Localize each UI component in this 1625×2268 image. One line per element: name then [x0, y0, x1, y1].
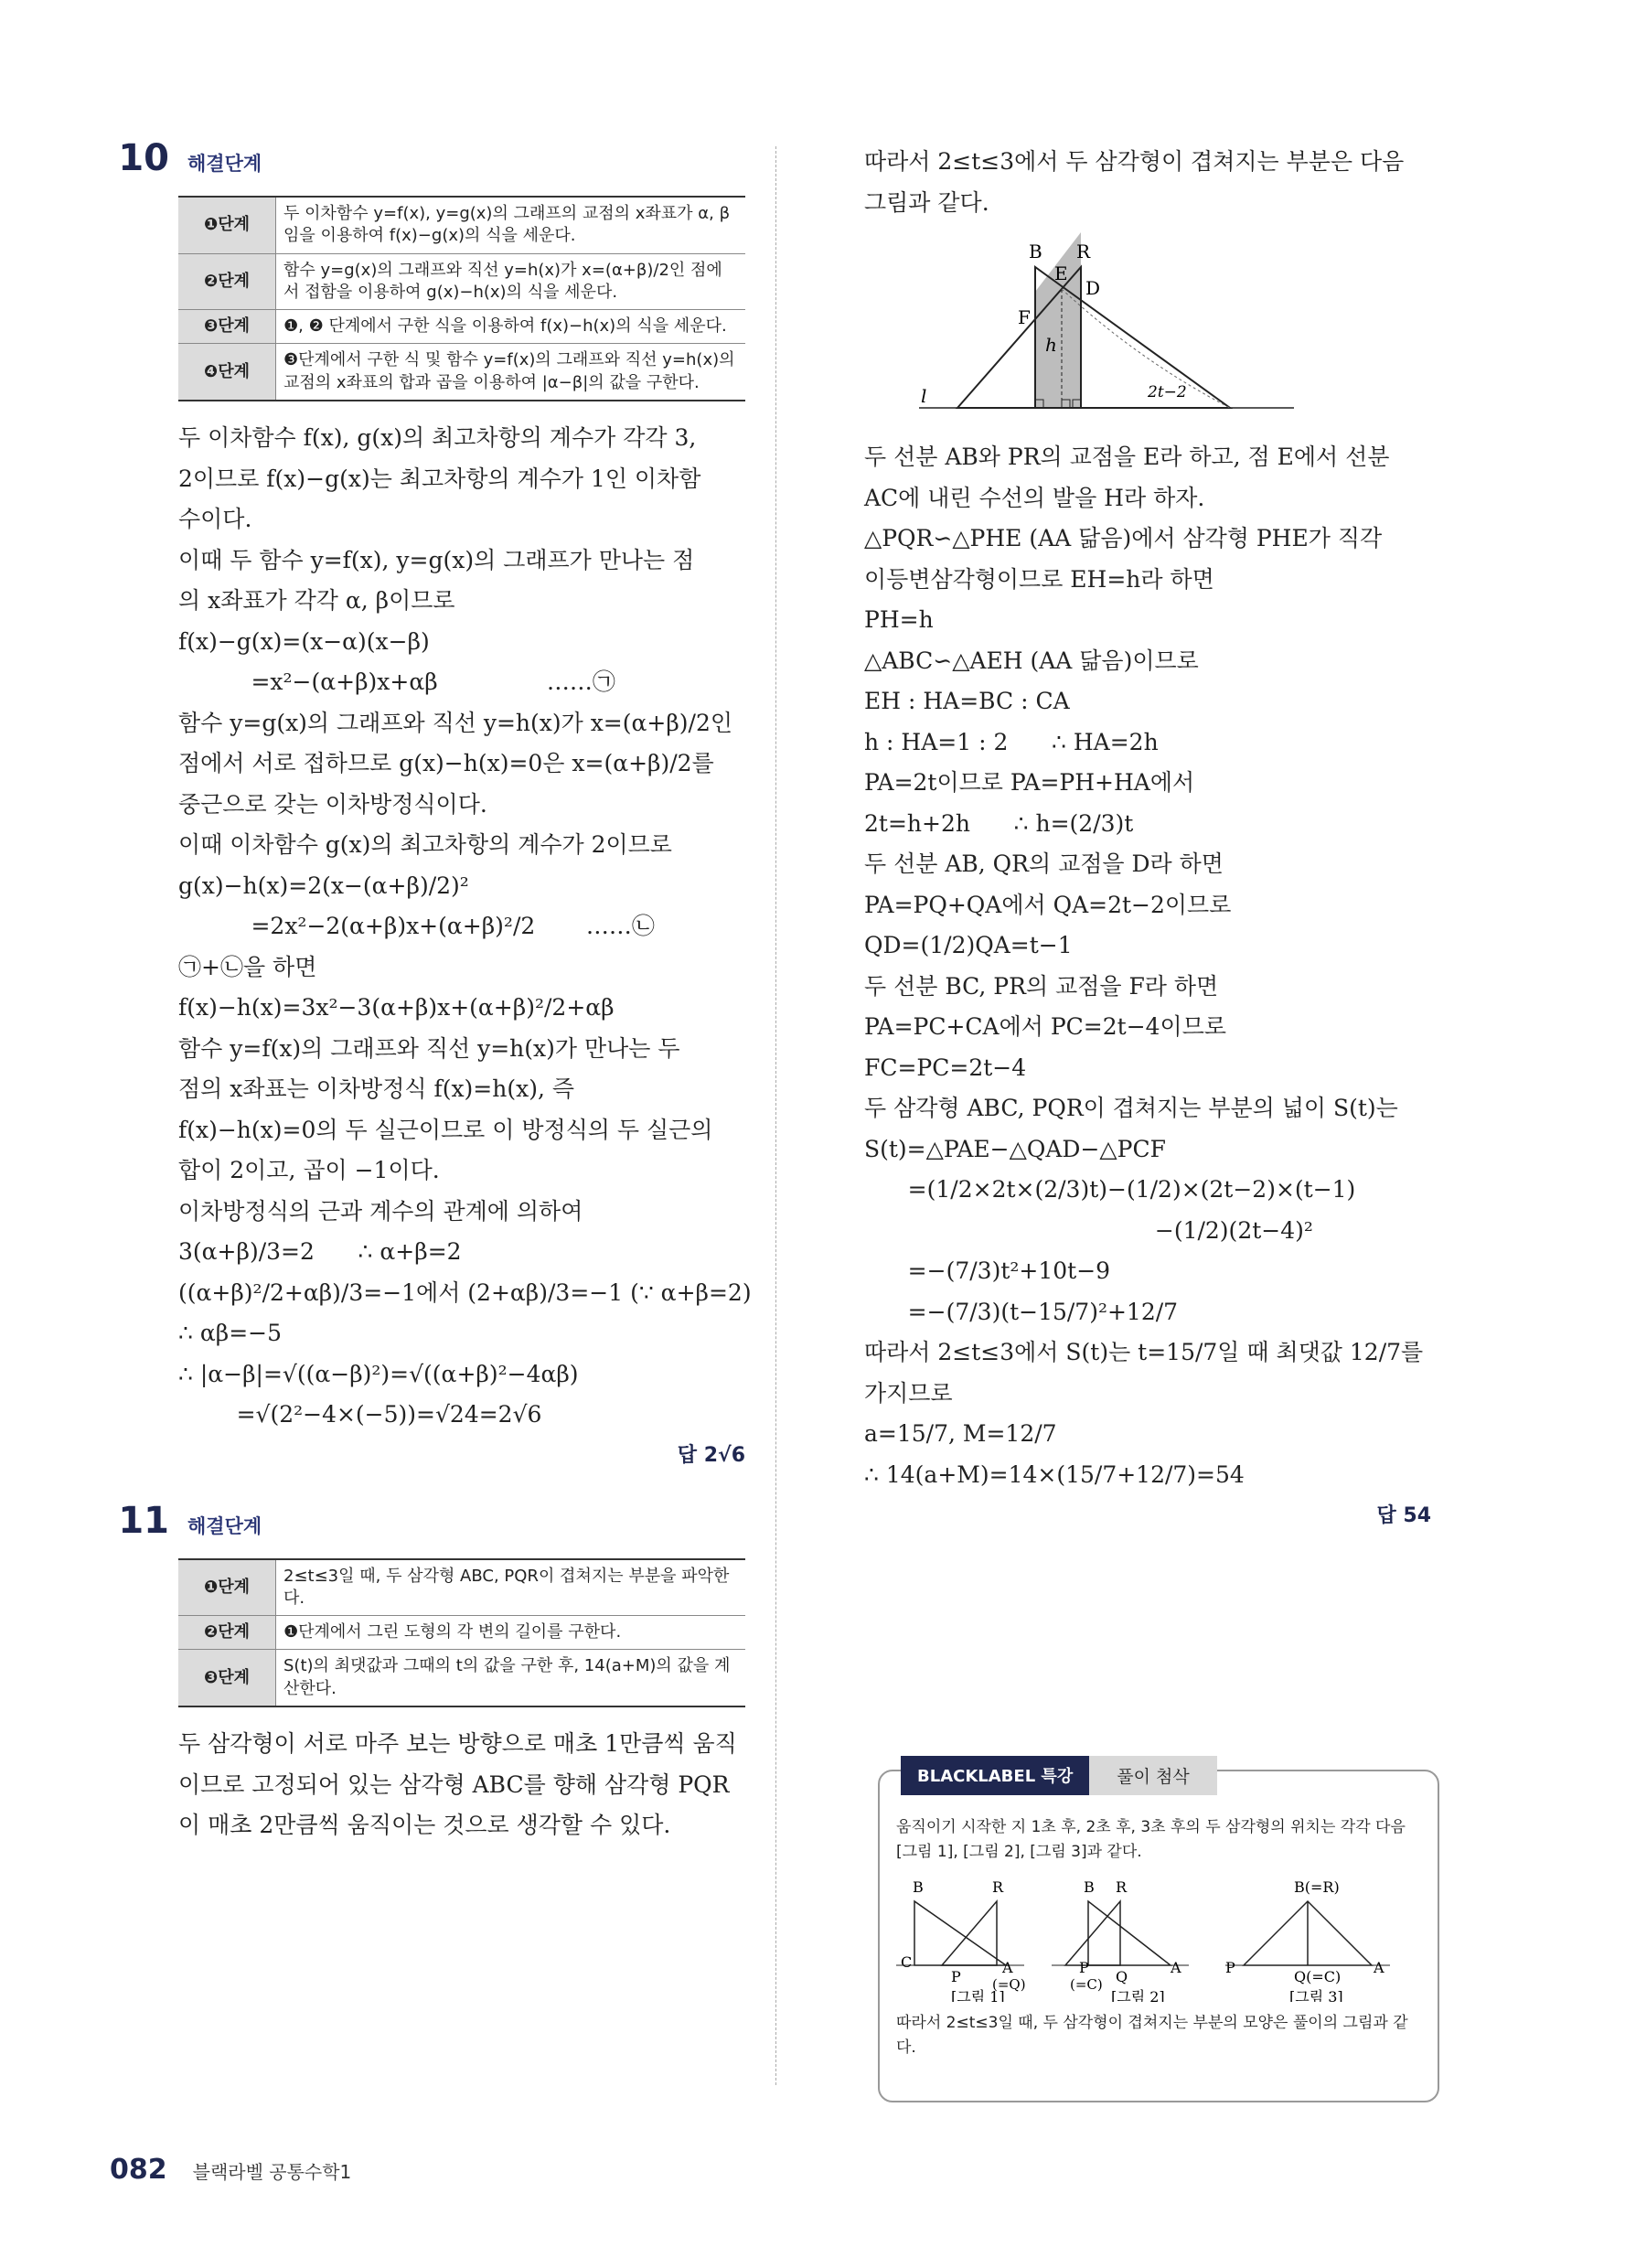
step-text: 두 이차함수 y=f(x), y=g(x)의 그래프의 교점의 x좌표가 α, β임을 이용하여 f(x)−g(x)의 식을 세운다. — [276, 197, 746, 253]
svg-text:R: R — [992, 1878, 1004, 1897]
q10-title: 해결단계 — [187, 153, 262, 175]
right-column — [864, 142, 1431, 1539]
step-label: ❶단계 — [178, 1559, 276, 1616]
svg-text:B: B — [1084, 1878, 1095, 1897]
q11-header — [118, 1499, 745, 1542]
label-c — [1031, 413, 1044, 415]
svg-text:Q: Q — [1116, 1968, 1128, 1986]
text-line: PA=PC+CA에서 PC=2t−4이므로 — [864, 1013, 1227, 1040]
text-line: EH : HA=BC : CA — [864, 688, 1070, 714]
svg-text:[그림 2]: [그림 2] — [1111, 1988, 1165, 2003]
text-line: PH=h — [864, 606, 934, 633]
svg-text:(=C): (=C) — [1070, 1976, 1103, 1994]
svg-text:A: A — [1171, 1959, 1181, 1977]
label-l: l — [921, 385, 927, 407]
step-row — [178, 197, 745, 253]
step-text: ❶, ❷ 단계에서 구한 식을 이용하여 f(x)−h(x)의 식을 세운다. — [276, 310, 746, 344]
step-row — [178, 344, 745, 401]
text-line: 의 x좌표가 각각 α, β이므로 — [178, 587, 455, 615]
text-line: =√(2²−4×(−5))=√24=2√6 — [178, 1401, 542, 1428]
label-q — [1076, 413, 1091, 415]
svg-text:B: B — [913, 1878, 924, 1897]
text-line: AC에 내린 수선의 발을 H라 하자. — [864, 484, 1205, 511]
text-line: 따라서 2≤t≤3에서 S(t)는 t=15/7일 때 최댓값 12/7를 — [864, 1339, 1424, 1365]
blacklabel-figures — [896, 1865, 1417, 2002]
q10-answer-row — [178, 1436, 745, 1468]
text-line: 함수 y=f(x)의 그래프와 직선 y=h(x)가 만나는 두 — [178, 1034, 680, 1062]
page-footer — [110, 2154, 351, 2186]
text-line: 점에서 서로 접하므로 g(x)−h(x)=0은 x=(α+β)/2를 — [178, 750, 714, 777]
overlap-figure — [864, 223, 1431, 415]
text-line: ((α+β)²/2+αβ)/3=−1에서 (2+αβ)/3=−1 (∵ α+β=2) — [178, 1278, 752, 1306]
figure-intro — [864, 142, 1431, 223]
text-line: a=15/7, M=12/7 — [864, 1420, 1057, 1447]
text-line: h : HA=1 : 2 ∴ HA=2h — [864, 728, 1159, 755]
text-line: QD=(1/2)QA=t−1 — [864, 932, 1073, 958]
solution-note-tab: 풀이 첨삭 — [1089, 1756, 1216, 1795]
q11-steps-table — [178, 1558, 745, 1707]
svg-text:R: R — [1116, 1878, 1128, 1897]
q11-answer-row — [864, 1495, 1431, 1527]
text-line: 이므로 고정되어 있는 삼각형 ABC를 향해 삼각형 PQR — [178, 1771, 730, 1798]
text-line: 이등변삼각형이므로 EH=h라 하면 — [864, 565, 1214, 593]
text-line: g(x)−h(x)=2(x−(α+β)/2)² — [178, 872, 469, 899]
svg-text:(=Q): (=Q) — [992, 1976, 1026, 1994]
svg-text:[그림 1]: [그림 1] — [951, 1988, 1005, 2003]
text-line: f(x)−g(x)=(x−α)(x−β) — [178, 627, 430, 655]
text-line: f(x)−h(x)=3x²−3(α+β)x+(α+β)²/2+αβ — [178, 994, 615, 1022]
text-line: S(t)=△PAE−△QAD−△PCF — [864, 1135, 1166, 1162]
q10-header — [118, 137, 745, 179]
svg-text:A: A — [1374, 1959, 1384, 1977]
text-line: 2t=h+2h ∴ h=(2/3)t — [864, 809, 1134, 837]
column-divider — [775, 146, 776, 2085]
step-row — [178, 1559, 745, 1616]
text-line: PA=PQ+QA에서 QA=2t−2이므로 — [864, 891, 1232, 918]
figure-1 — [896, 1878, 1026, 2002]
figure-3 — [1225, 1878, 1390, 2002]
text-line: 가지므로 — [864, 1379, 953, 1407]
q10-steps-table — [178, 196, 745, 401]
text-line: 이때 두 함수 y=f(x), y=g(x)의 그래프가 만나는 점 — [178, 546, 695, 573]
step-row — [178, 310, 745, 344]
figure-2 — [1052, 1878, 1189, 2002]
text-line: =2x²−2(α+β)x+(α+β)²/2 ……㉡ — [178, 913, 655, 940]
step-label: ❹단계 — [178, 344, 276, 401]
blacklabel-text1: 움직이기 시작한 지 1초 후, 2초 후, 3초 후의 두 삼각형의 위치는 각각 다음 [그림 1], [그림 2], [그림 3]과 같다. — [896, 1818, 1406, 1862]
text-line: ∴ 14(a+M)=14×(15/7+12/7)=54 — [864, 1460, 1245, 1488]
step-label: ❸단계 — [178, 310, 276, 344]
text-line: 두 이차함수 f(x), g(x)의 최고차항의 계수가 각각 3, — [178, 424, 697, 452]
q10-solution — [178, 418, 752, 1436]
q11-answer: 답 54 — [1376, 1503, 1431, 1527]
text-line: 점의 x좌표는 이차방정식 f(x)=h(x), 즉 — [178, 1075, 574, 1103]
svg-text:A: A — [1002, 1959, 1013, 1977]
text-line: PA=2t이므로 PA=PH+HA에서 — [864, 769, 1195, 796]
step-text: 2≤t≤3일 때, 두 삼각형 ABC, PQR이 겹쳐지는 부분을 파악한다. — [276, 1559, 746, 1616]
text-line: 3(α+β)/3=2 ∴ α+β=2 — [178, 1238, 462, 1266]
step-label: ❸단계 — [178, 1650, 276, 1706]
text-line: 두 선분 BC, PR의 교점을 F라 하면 — [864, 972, 1219, 1000]
label-b: B — [1029, 241, 1042, 262]
text-line: =(1/2×2t×(2/3)t)−(1/2)×(2t−2)×(t−1) — [864, 1176, 1356, 1203]
q10-number: 10 — [118, 137, 169, 179]
text-line: △ABC∽△AEH (AA 닮음)이므로 — [864, 647, 1199, 674]
text-line: =x²−(α+β)x+αβ ……㉠ — [178, 669, 615, 696]
step-text: ❸단계에서 구한 식 및 함수 y=f(x)의 그래프와 직선 y=h(x)의 교점의 x좌표의 합과 곱을 이용하여 |α−β|의 값을 구한다. — [276, 344, 746, 401]
text-line: 두 선분 AB, QR의 교점을 D라 하면 — [864, 850, 1224, 877]
label-r: R — [1076, 241, 1091, 262]
text-line: f(x)−h(x)=0의 두 실근이므로 이 방정식의 두 실근의 — [178, 1116, 713, 1143]
blacklabel-tabs — [901, 1756, 1217, 1795]
text-line: 중근으로 갖는 이차방정식이다. — [178, 790, 487, 818]
label-h — [1058, 413, 1074, 415]
q11-title: 해결단계 — [187, 1514, 262, 1537]
q10-answer: 답 2√6 — [677, 1444, 745, 1468]
label-e: E — [1054, 262, 1068, 284]
text-line: 두 삼각형이 서로 마주 보는 방향으로 매초 1만큼씩 움직 — [178, 1730, 737, 1758]
text-line: ㉠+㉡을 하면 — [178, 953, 317, 980]
label-h-len: h — [1045, 334, 1057, 356]
label-a — [1231, 413, 1245, 415]
text-line: 이차방정식의 근과 계수의 관계에 의하여 — [178, 1197, 583, 1225]
text-line: 2이므로 f(x)−g(x)는 최고차항의 계수가 1인 이차함 — [178, 465, 701, 492]
q11-solution — [864, 437, 1431, 1495]
text-line: ∴ |α−β|=√((α−β)²)=√((α+β)²−4αβ) — [178, 1360, 579, 1387]
svg-text:[그림 3]: [그림 3] — [1289, 1988, 1343, 2003]
step-row — [178, 253, 745, 310]
text-line: 이 매초 2만큼씩 움직이는 것으로 생각할 수 있다. — [178, 1812, 671, 1839]
svg-text:Q(=C): Q(=C) — [1294, 1968, 1342, 1986]
text-line: −(1/2)(2t−4)² — [864, 1216, 1313, 1244]
step-row — [178, 1650, 745, 1706]
blacklabel-text2: 따라서 2≤t≤3일 때, 두 삼각형이 겹쳐지는 부분의 모양은 풀이의 그림과 같다. — [896, 2013, 1408, 2057]
text-line: 이때 이차함수 g(x)의 최고차항의 계수가 2이므로 — [178, 831, 672, 859]
step-label: ❷단계 — [178, 1616, 276, 1650]
svg-text:B(=R): B(=R) — [1294, 1878, 1340, 1897]
step-row — [178, 1616, 745, 1650]
step-label: ❷단계 — [178, 253, 276, 310]
book-title: 블랙라벨 공통수학1 — [192, 2161, 352, 2183]
step-label: ❶단계 — [178, 197, 276, 253]
text-line: =−(7/3)(t−15/7)²+12/7 — [864, 1298, 1179, 1325]
q11-intro — [178, 1724, 745, 1846]
text-line: =−(7/3)t²+10t−9 — [864, 1257, 1111, 1284]
text-line: 따라서 2≤t≤3에서 두 삼각형이 겹쳐지는 부분은 다음 — [864, 148, 1405, 175]
svg-text:C: C — [901, 1953, 913, 1972]
label-d: D — [1085, 277, 1101, 299]
svg-text:P: P — [951, 1968, 961, 1986]
text-line: 두 삼각형 ABC, PQR이 겹쳐지는 부분의 넓이 S(t)는 — [864, 1095, 1398, 1121]
svg-text:P: P — [1079, 1959, 1089, 1977]
blacklabel-tab: BLACKLABEL 특강 — [901, 1756, 1089, 1795]
text-line: 수이다. — [178, 506, 252, 533]
q11-number: 11 — [118, 1499, 169, 1542]
text-line: 합이 2이고, 곱이 −1이다. — [178, 1157, 440, 1184]
text-line: 두 선분 AB와 PR의 교점을 E라 하고, 점 E에서 선분 — [864, 444, 1390, 470]
page-number: 082 — [110, 2154, 167, 2186]
left-column — [118, 137, 752, 1846]
text-line: 그림과 같다. — [864, 188, 989, 216]
step-text: ❶단계에서 그린 도형의 각 변의 길이를 구한다. — [276, 1616, 746, 1650]
blacklabel-content — [896, 1815, 1417, 2060]
step-text: S(t)의 최댓값과 그때의 t의 값을 구한 후, 14(a+M)의 값을 계산한다. — [276, 1650, 746, 1706]
svg-text:P: P — [1225, 1959, 1235, 1977]
text-line: 함수 y=g(x)의 그래프와 직선 y=h(x)가 x=(α+β)/2인 — [178, 709, 733, 736]
label-2t-2: 2t−2 — [1148, 383, 1187, 401]
step-text: 함수 y=g(x)의 그래프와 직선 y=h(x)가 x=(α+β)/2인 점에서 접함을 이용하여 g(x)−h(x)의 식을 세운다. — [276, 253, 746, 310]
label-t — [983, 412, 989, 415]
text-line: ∴ αβ=−5 — [178, 1320, 282, 1347]
label-f: F — [1018, 306, 1031, 328]
text-line: △PQR∽△PHE (AA 닮음)에서 삼각형 PHE가 직각 — [864, 525, 1383, 551]
label-p — [951, 413, 963, 415]
text-line: FC=PC=2t−4 — [864, 1054, 1027, 1081]
